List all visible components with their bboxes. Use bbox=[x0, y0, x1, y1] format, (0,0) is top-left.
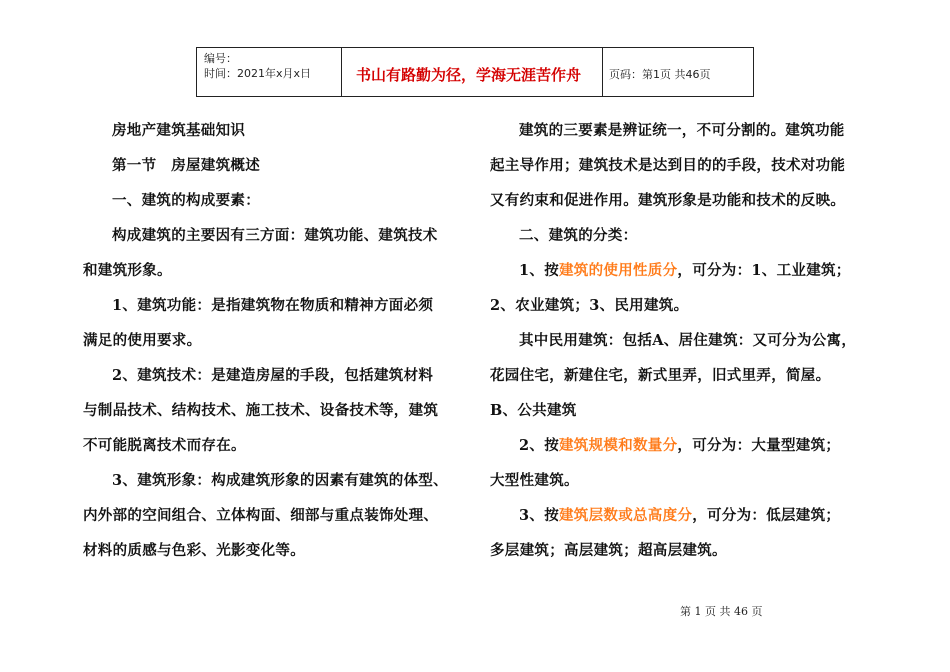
paragraph-line: 又有约束和促进作用。建筑形象是功能和技术的反映。 bbox=[490, 192, 846, 209]
header-number-label: 编号： bbox=[204, 52, 237, 65]
item-prefix: 1、按 bbox=[519, 262, 559, 279]
header-divider bbox=[341, 48, 342, 96]
classification-item bbox=[490, 253, 890, 288]
paragraph-line: 与制品技术、结构技术、施工技术、设备技术等，建筑 bbox=[83, 402, 439, 419]
document-header bbox=[196, 47, 754, 97]
item-prefix: 2、按 bbox=[519, 437, 559, 454]
item-suffix: ，可分为：大量型建筑； bbox=[677, 437, 841, 454]
paragraph-line: 多层建筑；高层建筑；超高层建筑。 bbox=[490, 542, 727, 559]
highlight-text: 建筑的使用性质分 bbox=[559, 262, 678, 279]
header-motto: 书山有路勤为径，学海无涯苦作舟 bbox=[356, 66, 582, 84]
item-suffix: ，可分为：低层建筑； bbox=[692, 507, 841, 524]
paragraph-line: 花园住宅，新建住宅，新式里弄，旧式里弄，简屋。 bbox=[490, 367, 831, 384]
item-suffix: ，可分为：1、工业建筑； bbox=[677, 262, 851, 279]
subheading: 一、建筑的构成要素： bbox=[112, 192, 260, 209]
section-heading: 第一节 房屋建筑概述 bbox=[112, 157, 260, 174]
paragraph-line: 起主导作用；建筑技术是达到目的的手段，技术对功能 bbox=[490, 157, 846, 174]
paragraph-line: 构成建筑的主要因有三方面：建筑功能、建筑技术 bbox=[112, 227, 438, 244]
paragraph-line: 1、建筑功能：是指建筑物在物质和精神方面必须 bbox=[112, 297, 434, 314]
item-prefix: 3、按 bbox=[519, 507, 559, 524]
paragraph-line: B、公共建筑 bbox=[490, 402, 577, 419]
classification-item bbox=[490, 498, 890, 533]
left-column bbox=[83, 113, 463, 568]
paragraph-line: 其中民用建筑：包括A、居住建筑：又可分为公寓， bbox=[519, 332, 857, 349]
doc-title: 房地产建筑基础知识 bbox=[112, 122, 246, 139]
paragraph-line: 3、建筑形象：构成建筑形象的因素有建筑的体型、 bbox=[112, 472, 448, 489]
header-page-info: 页码：第1页 共46页 bbox=[609, 68, 711, 81]
paragraph-line: 2、建筑技术：是建造房屋的手段，包括建筑材料 bbox=[112, 367, 434, 384]
paragraph-line: 和建筑形象。 bbox=[83, 262, 172, 279]
paragraph-line: 内外部的空间组合、立体构面、细部与重点装饰处理、 bbox=[83, 507, 439, 524]
header-divider bbox=[602, 48, 603, 96]
paragraph-line: 材料的质感与色彩、光影变化等。 bbox=[83, 542, 305, 559]
paragraph-line: 大型性建筑。 bbox=[490, 472, 579, 489]
subheading: 二、建筑的分类： bbox=[519, 227, 638, 244]
highlight-text: 建筑规模和数量分 bbox=[559, 437, 678, 454]
paragraph-line: 2、农业建筑；3、民用建筑。 bbox=[490, 297, 689, 314]
paragraph-line: 建筑的三要素是辨证统一，不可分割的。建筑功能 bbox=[519, 122, 845, 139]
right-column bbox=[490, 113, 890, 568]
paragraph-line: 不可能脱离技术而存在。 bbox=[83, 437, 246, 454]
highlight-text: 建筑层数或总高度分 bbox=[559, 507, 693, 524]
paragraph-line: 满足的使用要求。 bbox=[83, 332, 202, 349]
classification-item bbox=[490, 428, 890, 463]
page-footer: 第 1 页 共 46 页 bbox=[680, 605, 763, 618]
header-time-label: 时间：2021年x月x日 bbox=[204, 67, 312, 80]
